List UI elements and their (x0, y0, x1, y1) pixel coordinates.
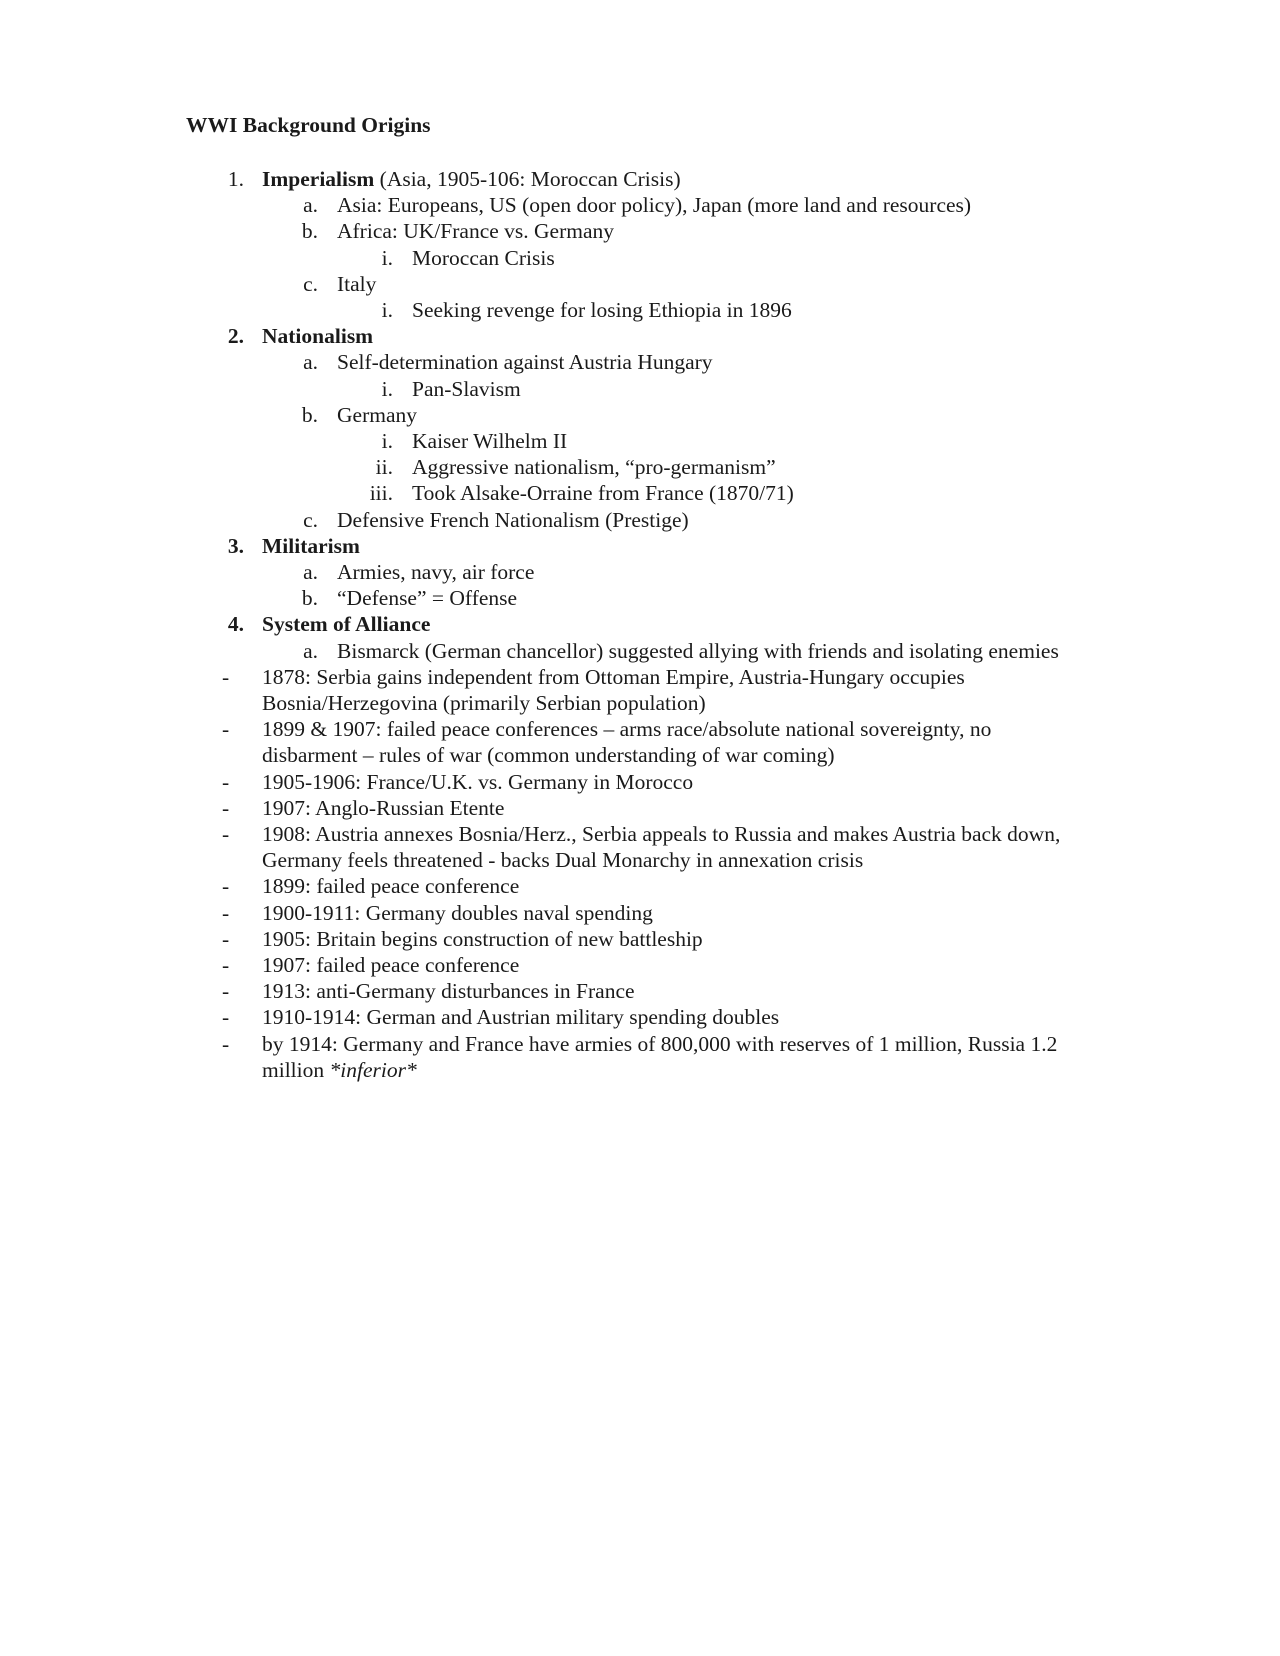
dash-marker: - (222, 979, 230, 1004)
dash-item-text (262, 742, 835, 768)
body-text: 1905: Britain begins construction of new battleship (262, 926, 703, 951)
body-text: (Asia, 1905-106: Moroccan Crisis) (374, 167, 681, 191)
dash-list-item (0, 821, 1280, 847)
outline-item-level-2 (0, 218, 1280, 244)
body-text: Bosnia/Herzegovina (primarily Serbian population) (262, 691, 706, 715)
list-item-text (337, 585, 517, 611)
list-item-text (337, 402, 417, 428)
outline-item-level-2 (0, 585, 1280, 611)
body-text: 1908: Austria annexes Bosnia/Herz., Serbia appeals to Russia and makes Austria back down, (262, 822, 1061, 846)
dash-item-text (262, 900, 653, 926)
dash-list-item (0, 1031, 1280, 1057)
outline-item-level-1 (0, 166, 1280, 192)
list-item-text (337, 349, 713, 375)
list-item-text (412, 297, 792, 323)
dash-item-text (262, 821, 1060, 847)
dash-item-text (262, 795, 504, 821)
dash-marker: - (222, 795, 230, 820)
outline-item-level-3 (0, 297, 1280, 323)
body-text: disbarment – rules of war (common understanding of war coming) (262, 743, 835, 768)
list-item-text (262, 611, 430, 637)
body-text: 1899 & 1907: failed peace conferences – arms race/absolute national sovereignty, no (262, 717, 992, 742)
dash-marker: - (222, 926, 230, 951)
dash-list-item (0, 664, 1280, 690)
dash-marker: - (222, 717, 230, 742)
outline-item-level-1 (0, 323, 1280, 349)
body-text: Armies, navy, air force (337, 560, 535, 584)
dash-item-text (262, 873, 519, 899)
outline-item-level-2 (0, 559, 1280, 585)
dash-item-text (262, 769, 693, 795)
list-item-text (337, 218, 614, 244)
dash-item-text (262, 690, 706, 716)
dash-list-item (0, 926, 1280, 952)
dash-list-item (0, 716, 1280, 742)
body-text: Seeking revenge for losing Ethiopia in 1896 (412, 298, 792, 322)
body-text: 1899: failed peace conference (262, 874, 520, 899)
document-title: WWI Background Origins (186, 113, 431, 137)
list-item-text (262, 166, 681, 192)
outline-item-level-3 (0, 245, 1280, 271)
body-text: Aggressive nationalism, “pro-germanism” (412, 455, 776, 480)
body-text: 1878: Serbia gains independent from Ottoman Empire, Austria-Hungary occupies (262, 664, 965, 689)
outline-item-level-1 (0, 533, 1280, 559)
list-marker: i. (381, 298, 393, 322)
list-marker: ii. (375, 455, 393, 480)
heading-text: Imperialism (262, 167, 375, 191)
dash-item-text (262, 926, 703, 952)
list-marker: i. (381, 245, 393, 270)
dash-list-item (0, 795, 1280, 821)
dash-item-text (262, 1031, 1057, 1057)
list-item-text (412, 428, 567, 454)
body-text: Germany feels threatened - backs Dual Monarchy in annexation crisis (262, 848, 864, 873)
list-marker: 3. (227, 533, 244, 558)
dash-list-item (0, 769, 1280, 795)
dash-marker: - (222, 953, 230, 977)
list-item-text (412, 245, 555, 271)
list-marker: a. (303, 350, 318, 375)
list-item-text (337, 559, 534, 585)
body-text: Bismarck (German chancellor) suggested allying with friends and isolating enemies (337, 638, 1059, 663)
list-item-text (262, 533, 360, 559)
list-marker: 4. (227, 612, 244, 637)
list-item-text (337, 271, 376, 297)
outline-item-level-3 (0, 480, 1280, 506)
outline-item-level-2 (0, 192, 1280, 218)
body-text: 1907: Anglo-Russian Etente (262, 795, 505, 820)
emphasis-text: *inferior* (329, 1057, 417, 1082)
list-item-text (412, 480, 794, 506)
dash-marker: - (222, 822, 230, 846)
list-marker: i. (381, 429, 393, 453)
list-item-text (412, 454, 776, 480)
body-text: Pan-Slavism (412, 376, 521, 401)
outline-item-level-2 (0, 507, 1280, 533)
list-marker: a. (303, 560, 318, 584)
dash-list-item (0, 900, 1280, 926)
outline-item-level-1 (0, 611, 1280, 637)
body-text: million (262, 1057, 330, 1082)
list-marker: 1. (227, 167, 244, 191)
dash-marker: - (222, 874, 230, 899)
body-text: 1913: anti-Germany disturbances in France (262, 979, 635, 1004)
dash-list-item (0, 873, 1280, 899)
dash-list-item (0, 742, 1280, 768)
dash-item-text (262, 847, 863, 873)
dash-item-text (262, 952, 519, 978)
dash-list-item (0, 952, 1280, 978)
list-marker: a. (303, 193, 318, 218)
heading-text: Nationalism (262, 324, 374, 349)
body-text: “Defense” = Offense (337, 586, 518, 611)
dash-list-item (0, 690, 1280, 716)
list-marker: 2. (227, 324, 244, 349)
dash-list-item (0, 1004, 1280, 1030)
dash-marker: - (222, 769, 230, 794)
dash-list-item (0, 978, 1280, 1004)
body-text: Defensive French Nationalism (Prestige) (337, 507, 689, 532)
list-item-text (337, 192, 971, 218)
list-marker: b. (301, 219, 318, 244)
dash-marker: - (222, 664, 230, 689)
body-text: Italy (337, 271, 377, 296)
list-marker: i. (381, 376, 393, 401)
list-marker: c. (303, 271, 318, 296)
list-marker: b. (301, 586, 318, 611)
outline-item-level-3 (0, 454, 1280, 480)
dash-item-text (262, 978, 635, 1004)
dash-marker: - (222, 1005, 230, 1030)
body-text: 1900-1911: Germany doubles naval spending (262, 900, 653, 925)
outline-item-level-2 (0, 271, 1280, 297)
body-text: Asia: Europeans, US (open door policy), Japan (more land and resources) (337, 193, 972, 218)
list-marker: a. (303, 638, 318, 663)
dash-item-text (262, 1004, 779, 1030)
dash-item-text (262, 1057, 417, 1083)
outline-item-level-3 (0, 376, 1280, 402)
dash-marker: - (222, 900, 230, 925)
body-text: 1907: failed peace conference (262, 953, 520, 977)
list-marker: c. (303, 507, 318, 532)
body-text: Self-determination against Austria Hungary (337, 350, 713, 375)
dash-item-text (262, 664, 965, 690)
body-text: 1905-1906: France/U.K. vs. Germany in Morocco (262, 769, 694, 794)
list-item-text (337, 638, 1059, 664)
outline-item-level-3 (0, 428, 1280, 454)
list-marker: iii. (369, 481, 393, 506)
outline-item-level-2 (0, 349, 1280, 375)
body-text: Kaiser Wilhelm II (412, 429, 568, 453)
body-text: Moroccan Crisis (412, 245, 555, 270)
list-item-text (412, 376, 521, 402)
body-text: 1910-1914: German and Austrian military spending doubles (262, 1005, 780, 1030)
body-text: by 1914: Germany and France have armies of 800,000 with reserves of 1 million, Russia 1.2 (262, 1031, 1058, 1056)
body-text: Took Alsake-Orraine from France (1870/71) (412, 481, 794, 506)
body-text: Germany (337, 402, 417, 427)
dash-item-text (262, 716, 991, 742)
dash-marker: - (222, 1031, 230, 1056)
list-item-text (337, 507, 689, 533)
heading-text: System of Alliance (262, 612, 431, 637)
dash-list-item (0, 1057, 1280, 1083)
list-item-text (262, 323, 373, 349)
list-marker: b. (301, 402, 318, 427)
dash-list-item (0, 847, 1280, 873)
heading-text: Militarism (262, 533, 360, 558)
outline-item-level-2 (0, 638, 1280, 664)
outline-item-level-2 (0, 402, 1280, 428)
body-text: Africa: UK/France vs. Germany (337, 219, 615, 244)
